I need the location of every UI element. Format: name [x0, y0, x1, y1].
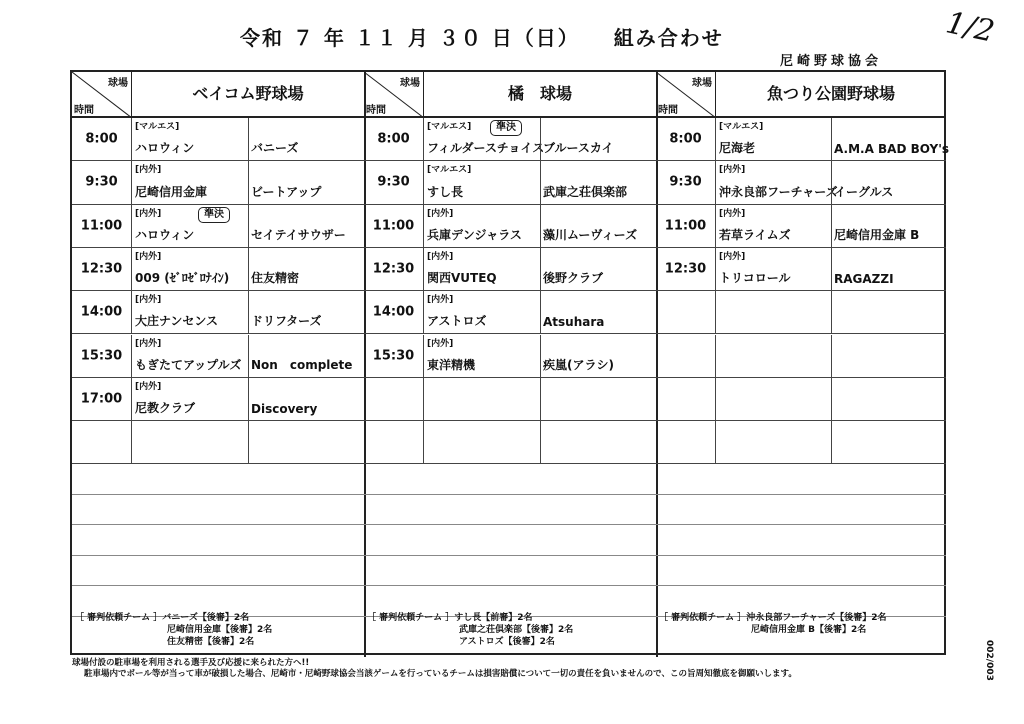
time-cell — [364, 335, 424, 377]
cell-divider — [540, 205, 541, 247]
cell-divider — [248, 205, 249, 247]
schedule-row — [72, 205, 364, 248]
cell-divider — [540, 118, 541, 160]
team1-name: 大庄ナンセンス — [135, 314, 219, 329]
header-corner-cell — [656, 72, 716, 118]
league-tag: [内外] — [135, 251, 162, 262]
time-cell — [656, 291, 716, 333]
time-cell — [364, 291, 424, 333]
game-time: 11:00 — [80, 218, 123, 234]
cell-divider — [831, 335, 832, 377]
cell-divider — [248, 421, 249, 463]
page-title: 令和 ７ 年 １１ 月 ３０ 日（日） 組み合わせ — [240, 26, 724, 50]
time-cell — [364, 378, 424, 420]
referee-line — [75, 612, 272, 624]
game-time: 11:00 — [372, 218, 415, 234]
time-cell — [364, 205, 424, 247]
team2-cell — [248, 205, 364, 247]
organization-name: 尼崎野球協会 — [780, 54, 883, 69]
team1-name: トリコロール — [719, 271, 791, 286]
team2-cell — [540, 205, 656, 247]
team2-name: A.M.A BAD BOY's — [834, 142, 950, 157]
time-cell — [72, 378, 132, 420]
schedule-row — [656, 205, 946, 248]
team1-cell — [132, 378, 248, 420]
referee-team: 武庫之荘倶楽部【後審】2名 — [459, 625, 574, 635]
league-tag: [内外] — [719, 251, 746, 262]
team1-name: 若草ライムズ — [719, 227, 791, 242]
team1-cell — [424, 291, 540, 333]
time-cell — [364, 421, 424, 463]
time-label: 時間 — [366, 105, 386, 116]
game-time: 14:00 — [80, 304, 123, 320]
cell-divider — [831, 291, 832, 333]
team2-name: セイテイサウザー — [251, 227, 346, 242]
team1-cell — [424, 118, 545, 160]
blank-row — [656, 556, 946, 587]
league-tag: [内外] — [135, 338, 162, 349]
time-cell — [656, 421, 716, 463]
blank-row — [72, 556, 364, 587]
schedule-row — [656, 291, 946, 334]
team1-cell — [716, 205, 831, 247]
venue-column — [72, 72, 366, 657]
team1-cell — [132, 161, 248, 203]
header-corner-cell — [364, 72, 424, 118]
team2-name: 武庫之荘倶楽部 — [543, 184, 628, 199]
schedule-row — [364, 335, 656, 378]
team1-cell — [716, 335, 831, 377]
game-time: 8:00 — [669, 131, 702, 147]
team2-cell — [248, 291, 364, 333]
team2-name: 後野クラブ — [543, 271, 604, 286]
team1-cell — [424, 248, 540, 290]
schedule-row — [72, 248, 364, 291]
time-cell — [72, 335, 132, 377]
team1-cell — [716, 291, 831, 333]
team1-name: すし長 — [427, 184, 464, 199]
team1-cell — [132, 118, 248, 160]
team1-name: フィルダースチョイス — [427, 141, 545, 156]
referee-team: 尼崎信用金庫 B【後審】2名 — [751, 625, 867, 635]
team2-name: ビートアップ — [251, 184, 322, 199]
semifinal-badge: 準決 — [198, 207, 230, 223]
team1-name: 東洋精機 — [427, 357, 476, 372]
blank-row — [364, 464, 656, 495]
time-cell — [72, 421, 132, 463]
team2-cell — [248, 378, 364, 420]
team1-name: 009 (ｾﾞﾛｾﾞﾛﾅｲﾝ) — [135, 271, 230, 286]
cell-divider — [831, 161, 832, 203]
footer-note — [72, 658, 797, 680]
team2-name: 疾嵐(アラシ) — [543, 357, 614, 372]
league-tag: [内外] — [427, 251, 454, 262]
league-tag: [マルエス] — [427, 122, 472, 132]
team2-cell — [831, 118, 950, 160]
team2-name: Atsuhara — [543, 315, 605, 330]
team2-cell — [540, 291, 656, 333]
schedule-row — [72, 291, 364, 334]
time-cell — [72, 161, 132, 203]
time-cell — [656, 205, 716, 247]
team1-name: 兵庫デンジャラス — [427, 227, 522, 242]
team2-cell — [540, 248, 656, 290]
referee-team: アストロズ【後審】2名 — [459, 637, 555, 647]
team2-name: 尼崎信用金庫 B — [834, 227, 920, 242]
team1-cell — [716, 161, 838, 203]
game-time: 11:00 — [664, 218, 707, 234]
league-tag: [内外] — [135, 295, 162, 306]
team2-name: RAGAZZI — [834, 272, 894, 287]
referee-team: バニーズ【後審】2名 — [162, 613, 250, 623]
venue-label: 球場 — [400, 78, 420, 89]
blank-row — [656, 495, 946, 526]
venue-header — [656, 72, 946, 118]
schedule-row — [72, 421, 364, 464]
blank-row — [364, 495, 656, 526]
team1-name: 尼海老 — [719, 141, 756, 156]
time-cell — [656, 118, 716, 160]
team1-name: ハロウィン — [135, 227, 195, 242]
schedule-table — [70, 70, 950, 655]
team2-name: ブルースカイ — [543, 141, 614, 156]
league-tag: [内外] — [135, 208, 162, 219]
referee-team: 尼崎信用金庫【後審】2名 — [167, 625, 273, 635]
team1-cell — [424, 205, 540, 247]
schedule-row — [72, 335, 364, 378]
venue-label: 球場 — [108, 78, 128, 89]
blank-row — [72, 464, 364, 495]
footer-note-line1: 球場付設の駐車場を利用される選手及び応援に来られた方へ!! — [72, 658, 310, 668]
team2-name: ドリフターズ — [251, 314, 322, 329]
cell-divider — [540, 421, 541, 463]
time-cell — [364, 161, 424, 203]
game-time: 9:30 — [85, 174, 118, 190]
team2-cell — [831, 291, 946, 333]
blank-row — [364, 525, 656, 556]
team1-name: 尼教クラブ — [135, 401, 196, 416]
team1-cell — [132, 205, 248, 247]
referee-label: ［ 審判依頼チーム ］ — [659, 613, 747, 623]
time-cell — [72, 118, 132, 160]
referee-team: すし長【前審】2名 — [454, 613, 533, 623]
team1-name: 関西VUTEQ — [427, 271, 497, 286]
cell-divider — [540, 248, 541, 290]
league-tag: [マルエス] — [719, 122, 764, 132]
time-cell — [72, 205, 132, 247]
team1-name: アストロズ — [427, 314, 487, 329]
team1-cell — [132, 248, 248, 290]
team2-name: Discovery — [251, 402, 318, 417]
team2-name: 藻川ムーヴィーズ — [543, 227, 638, 242]
team1-name: もぎたてアップルズ — [135, 357, 242, 372]
league-tag: [マルエス] — [135, 122, 180, 132]
schedule-row — [364, 291, 656, 334]
page-number-handwritten: 1/2 — [942, 5, 998, 50]
blank-row — [72, 525, 364, 556]
schedule-row — [364, 421, 656, 464]
league-tag: [内外] — [135, 165, 162, 176]
team2-cell — [540, 421, 656, 463]
team1-cell — [424, 378, 540, 420]
team2-cell — [248, 421, 364, 463]
team1-cell — [716, 421, 831, 463]
schedule-row — [364, 248, 656, 291]
league-tag: [内外] — [135, 381, 162, 392]
league-tag: [マルエス] — [427, 165, 472, 176]
team2-cell — [831, 161, 946, 203]
referee-label: ［ 審判依頼チーム ］ — [367, 613, 455, 623]
schedule-row — [72, 118, 364, 161]
game-time: 12:30 — [80, 261, 123, 277]
league-tag: [内外] — [719, 208, 746, 219]
cell-divider — [831, 205, 832, 247]
header-corner-cell — [72, 72, 132, 118]
team2-cell — [540, 161, 656, 203]
team1-cell — [424, 161, 540, 203]
referee-team: 住友精密【後審】2名 — [167, 637, 255, 647]
game-time: 8:00 — [377, 131, 410, 147]
blank-row — [656, 464, 946, 495]
time-cell — [364, 248, 424, 290]
semifinal-badge: 準決 — [490, 120, 522, 136]
game-time: 15:30 — [80, 348, 123, 364]
cell-divider — [540, 378, 541, 420]
cell-divider — [540, 161, 541, 203]
referee-label: ［ 審判依頼チーム ］ — [75, 613, 163, 623]
team2-cell — [831, 248, 946, 290]
cell-divider — [540, 335, 541, 377]
cell-divider — [248, 248, 249, 290]
cell-divider — [248, 291, 249, 333]
time-cell — [72, 248, 132, 290]
time-cell — [72, 291, 132, 333]
team2-cell — [540, 118, 656, 160]
venue-label: 球場 — [692, 78, 712, 89]
time-cell — [656, 378, 716, 420]
time-cell — [364, 118, 424, 160]
schedule-row — [656, 118, 950, 161]
team2-cell — [540, 378, 656, 420]
league-tag: [内外] — [719, 165, 746, 176]
blank-row — [656, 525, 946, 556]
team2-cell — [248, 335, 364, 377]
referee-request — [367, 612, 573, 648]
team1-cell — [132, 335, 248, 377]
schedule-row — [656, 335, 946, 378]
team1-cell — [132, 291, 248, 333]
cell-divider — [831, 421, 832, 463]
schedule-row — [364, 378, 656, 421]
schedule-row — [656, 378, 946, 421]
league-tag: [内外] — [427, 295, 454, 306]
league-tag: [内外] — [427, 338, 454, 349]
cell-divider — [248, 378, 249, 420]
team1-cell — [424, 421, 540, 463]
referee-request — [75, 612, 272, 648]
schedule-row — [364, 161, 656, 204]
schedule-row — [656, 248, 946, 291]
team2-cell — [248, 118, 364, 160]
cell-divider — [831, 248, 832, 290]
footer-note-line2: 駐車場内でボール等が当って車が破損した場合、尼崎市・尼崎野球協会当該ゲームを行っているチームは損害賠償について一切の責任を負いませんので、この旨周知徹底を御願いします。 — [84, 669, 797, 679]
cell-divider — [831, 118, 832, 160]
team2-cell — [248, 161, 364, 203]
venue-name: 魚つり公園野球場 — [766, 84, 895, 103]
team2-name: 住友精密 — [251, 271, 300, 286]
time-label: 時間 — [74, 105, 94, 116]
team1-cell — [716, 378, 831, 420]
venue-name: ベイコム野球場 — [192, 84, 304, 103]
team2-cell — [831, 335, 946, 377]
team2-name: イーグルス — [834, 184, 894, 199]
game-time: 9:30 — [377, 174, 410, 190]
schedule-row — [656, 421, 946, 464]
venue-column — [364, 72, 658, 657]
schedule-row — [72, 378, 364, 421]
time-label: 時間 — [658, 105, 678, 116]
game-time: 15:30 — [372, 348, 415, 364]
schedule-row — [72, 161, 364, 204]
venue-header — [364, 72, 656, 118]
schedule-row — [364, 118, 656, 161]
game-time: 17:00 — [80, 391, 123, 407]
cell-divider — [540, 291, 541, 333]
cell-divider — [248, 161, 249, 203]
venue-column — [656, 72, 950, 657]
venue-header — [72, 72, 364, 118]
team1-cell — [716, 248, 831, 290]
team2-cell — [831, 421, 946, 463]
team2-name: バニーズ — [251, 141, 299, 156]
time-cell — [656, 335, 716, 377]
team1-cell — [424, 335, 540, 377]
team2-name: Non complete — [251, 357, 353, 372]
blank-row — [364, 556, 656, 587]
time-cell — [656, 248, 716, 290]
team1-name: 尼崎信用金庫 — [135, 184, 208, 199]
team1-cell — [132, 421, 248, 463]
referee-line — [367, 612, 573, 624]
schedule-row — [656, 161, 946, 204]
referee-team: 沖永良部フーチャーズ【後審】2名 — [746, 613, 887, 623]
game-time: 12:30 — [664, 261, 707, 277]
referee-request — [659, 612, 887, 636]
team1-name: ハロウィン — [135, 141, 195, 156]
venue-name: 橘 球場 — [507, 84, 572, 103]
referee-line — [659, 612, 887, 624]
team2-cell — [831, 378, 946, 420]
team2-cell — [248, 248, 364, 290]
cell-divider — [248, 335, 249, 377]
fax-page-mark: 002/003 — [984, 640, 994, 681]
game-time: 12:30 — [372, 261, 415, 277]
blank-row — [72, 495, 364, 526]
game-time: 14:00 — [372, 304, 415, 320]
game-time: 9:30 — [669, 174, 702, 190]
game-time: 8:00 — [85, 131, 118, 147]
schedule-row — [364, 205, 656, 248]
team2-cell — [831, 205, 946, 247]
team1-name: 沖永良部フーチャーズ — [719, 184, 838, 199]
cell-divider — [248, 118, 249, 160]
team2-cell — [540, 335, 656, 377]
team1-cell — [716, 118, 831, 160]
league-tag: [内外] — [427, 208, 454, 219]
time-cell — [656, 161, 716, 203]
cell-divider — [831, 378, 832, 420]
